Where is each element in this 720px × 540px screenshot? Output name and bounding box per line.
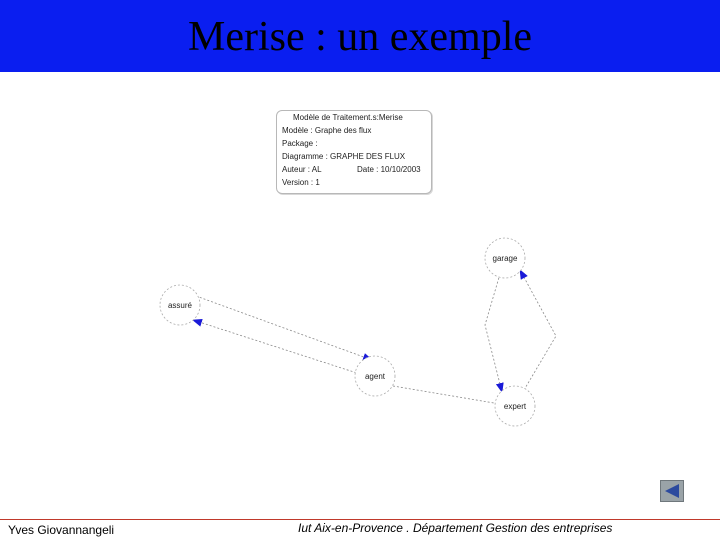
node-expert-label: expert [503, 402, 527, 411]
footer-institution: Iut Aix-en-Provence . Département Gestion des entreprises [298, 521, 613, 535]
info-box-title: Modèle de Traitement.s:Merise [293, 113, 403, 122]
node-garage-label: garage [492, 254, 518, 263]
info-diagramme: Diagramme : GRAPHE DES FLUX [282, 152, 406, 161]
info-package: Package : [282, 139, 318, 148]
flow-expert-to-garage [520, 270, 556, 390]
triangle-left-icon [664, 484, 680, 498]
node-expert [495, 386, 535, 426]
slide-title: Merise : un exemple [187, 14, 533, 60]
info-modele: Modèle : Graphe des flux [282, 126, 372, 135]
info-version: Version : 1 [282, 178, 320, 187]
footer-rule [0, 519, 720, 520]
footer-author: Yves Giovannangeli [8, 523, 115, 537]
flow-agent-to-expert [393, 386, 500, 404]
node-agent-label: agent [364, 372, 386, 381]
back-button[interactable] [660, 480, 684, 502]
node-agent [355, 356, 395, 396]
node-garage [485, 238, 525, 278]
info-auteur: Auteur : AL [282, 165, 322, 174]
flow-garage-to-expert [485, 274, 502, 392]
flow-agent-to-assure [193, 320, 360, 374]
node-assure-label: assuré [167, 301, 193, 310]
info-date: Date : 10/10/2003 [357, 165, 421, 174]
flow-assure-to-agent [196, 296, 372, 360]
node-assure [160, 285, 200, 325]
